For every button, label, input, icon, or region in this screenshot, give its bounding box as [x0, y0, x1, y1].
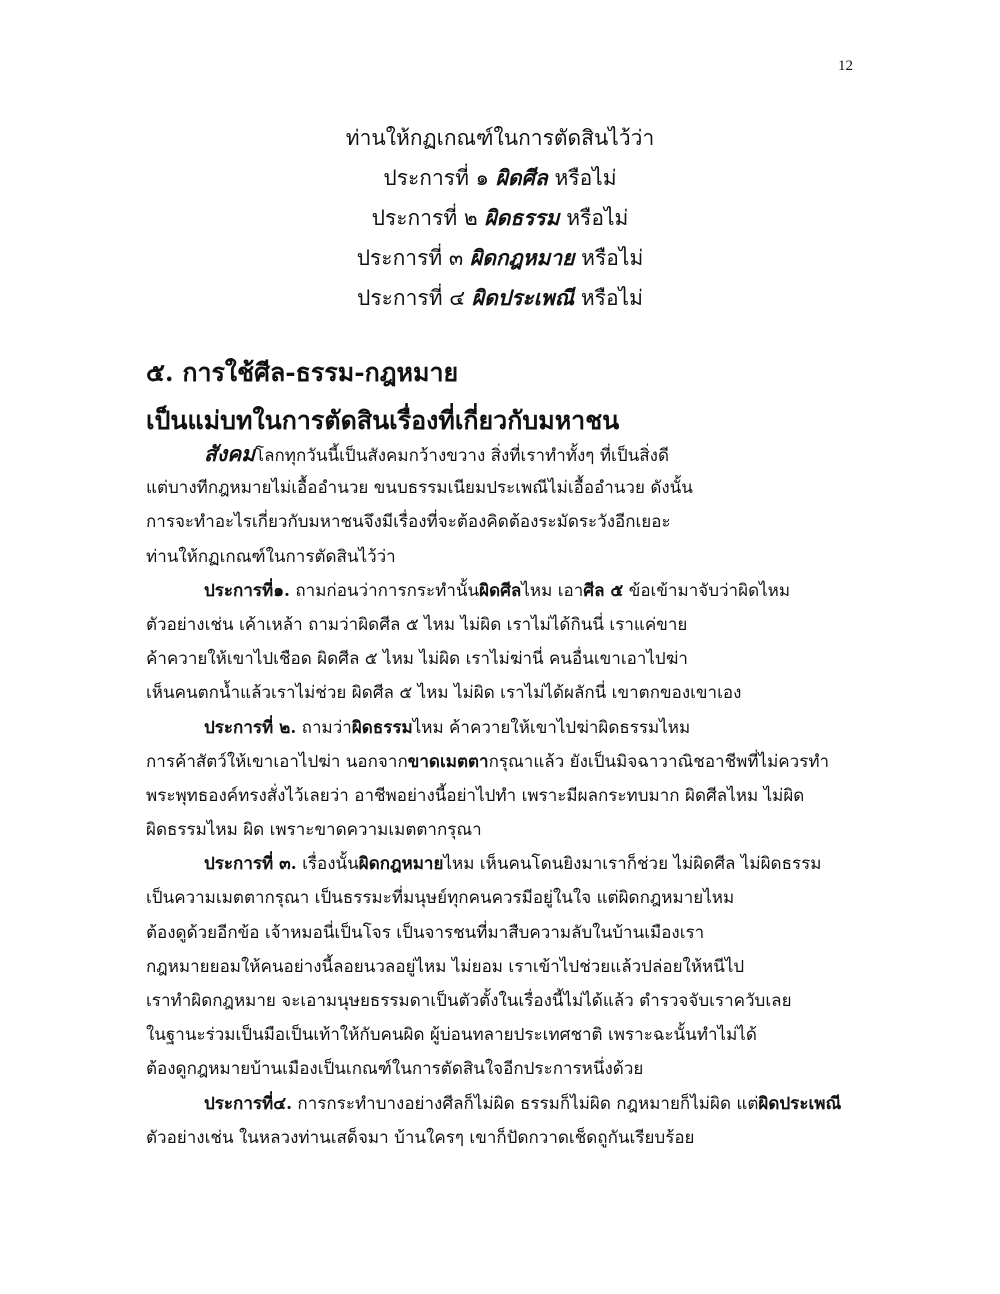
criteria-item-1	[0, 158, 1000, 198]
criteria-block	[0, 118, 1000, 318]
text-run: ไหม เอา	[521, 580, 584, 601]
criteria-intro: ท่านให้กฏเกณฑ์ในการตัดสินไว้ว่า	[345, 126, 655, 150]
criteria-suffix: หรือไม่	[574, 286, 643, 310]
text-run: การกระทำบางอย่างศีลก็ไม่ผิด ธรรมก็ไม่ผิด กฎหมายก็ไม่ผิด แต่	[292, 1093, 759, 1114]
point-label: ประการที่ ๒.	[204, 717, 297, 738]
criteria-suffix: หรือไม่	[547, 166, 617, 190]
text-run: ข้อเข้ามาจับว่าผิดไหม	[623, 580, 791, 601]
criteria-prefix: ประการที่ ๒	[371, 206, 485, 230]
section-heading	[146, 349, 619, 445]
criteria-emph: ผิดกฎหมาย	[469, 245, 575, 270]
criteria-suffix: หรือไม่	[574, 246, 644, 270]
criteria-prefix: ประการที่ ๔	[357, 286, 472, 310]
criteria-emph: ผิดศีล	[495, 165, 548, 190]
criteria-prefix: ประการที่ ๓	[356, 246, 470, 270]
paragraph-line	[146, 1087, 861, 1121]
criteria-prefix: ประการที่ ๑	[383, 166, 496, 190]
lead-word: สังคม	[204, 441, 255, 466]
paragraph-line: เราทำผิดกฎหมาย จะเอามนุษยธรรมดาเป็นตัวตั้งในเรื่องนี้ไม่ได้แล้ว ตำรวจจับเราควับเลย	[146, 991, 792, 1011]
paragraph-line: ค้าควายให้เขาไปเชือด ผิดศีล ๕ ไหม ไม่ผิด เราไม่ฆ่านี่ คนอื่นเขาเอาไปฆ่า	[146, 649, 688, 670]
text-run: ไหม ค้าควายให้เขาไปฆ่าผิดธรรมไหม	[412, 717, 691, 738]
bold-term: ศีล ๕	[583, 580, 624, 601]
point-label: ประการที่๑.	[204, 580, 290, 601]
paragraph-line: ผิดธรรมไหม ผิด เพราะขาดความเมตตากรุณา	[146, 820, 482, 841]
text-run: ไหม เห็นคนโดนยิงมาเราก็ช่วย ไม่ผิดศีล ไม่ผิดธรรม	[443, 854, 822, 875]
paragraph-line: ท่านให้กฏเกณฑ์ในการตัดสินไว้ว่า	[146, 546, 396, 567]
bold-term: ผิดศีล	[479, 580, 522, 601]
text-run: เรื่องนั้น	[296, 854, 359, 875]
point-label: ประการที่๔.	[204, 1093, 293, 1114]
paragraph-line: กฎหมายยอมให้คนอย่างนี้ลอยนวลอยู่ไหม ไม่ยอม เราเข้าไปช่วยแล้วปล่อยให้หนีไป	[146, 956, 745, 977]
paragraph-line: พระพุทธองค์ทรงสั่งไว้เลยว่า อาชีพอย่างนี้อย่าไปทำ เพราะมีผลกระทบมาก ผิดศีลไหม ไม่ผิด	[146, 785, 805, 806]
paragraph-line	[146, 847, 861, 881]
criteria-item-2	[0, 198, 1000, 238]
paragraph-line	[146, 574, 861, 608]
criteria-item-4	[0, 278, 1000, 318]
section-heading-line-2: เป็นแม่บทในการตัดสินเรื่องที่เกี่ยวกับมหาชน	[146, 406, 620, 435]
paragraph-line: ตัวอย่างเช่น เค้าเหล้า ถามว่าผิดศีล ๕ ไหม ไม่ผิด เราไม่ได้กินนี่ เราแค่ขาย	[146, 614, 688, 635]
paragraph-line	[146, 711, 861, 745]
point-label: ประการที่ ๓.	[204, 854, 297, 875]
body-text	[146, 437, 861, 1155]
page-number: 12	[838, 58, 853, 74]
bold-term: ผิดธรรม	[351, 717, 413, 738]
section-heading-line-1: ๕. การใช้ศีล-ธรรม-กฎหมาย	[146, 358, 459, 387]
paragraph-line: ต้องดูกฎหมายบ้านเมืองเป็นเกณฑ์ในการตัดสินใจอีกประการหนึ่งด้วย	[146, 1059, 644, 1080]
paragraph-line: การจะทำอะไรเกี่ยวกับมหาชนจึงมีเรื่องที่จะต้องคิดต้องระมัดระวังอีกเยอะ	[146, 512, 671, 533]
text-run: ถามว่า	[296, 717, 352, 738]
paragraph-line: แต่บางทีกฎหมายไม่เอื้ออำนวย ขนบธรรมเนียมประเพณีไม่เอื้ออำนวย ดังนั้น	[146, 478, 693, 499]
bold-term: ขาดเมตตา	[407, 751, 489, 772]
criteria-suffix: หรือไม่	[559, 206, 629, 230]
paragraph-line: ตัวอย่างเช่น ในหลวงท่านเสด็จมา บ้านใครๆ เขาก็ปัดกวาดเช็ดถูกันเรียบร้อย	[146, 1127, 695, 1148]
criteria-item-3	[0, 238, 1000, 278]
paragraph-line	[146, 437, 861, 471]
text-run: การค้าสัตว์ให้เขาเอาไปฆ่า นอกจาก	[146, 751, 408, 772]
criteria-emph: ผิดประเพณี	[471, 285, 575, 310]
bold-term: ผิดกฎหมาย	[358, 854, 444, 875]
paragraph-line	[146, 745, 861, 779]
paragraph-line: ในฐานะร่วมเป็นมือเป็นเท้าให้กับคนผิด ผู้บ่อนทลายประเทศชาติ เพราะฉะนั้นทำไม่ได้	[146, 1025, 757, 1046]
criteria-emph: ผิดธรรม	[484, 205, 560, 230]
text-run: กรุณาแล้ว ยังเป็นมิจฉาวาณิชอาชีพที่ไม่ควรทำ	[488, 751, 830, 772]
text-run: ถามก่อนว่าการกระทำนั้น	[289, 580, 480, 601]
paragraph-line: เป็นความเมตตากรุณา เป็นธรรมะที่มนุษย์ทุกคนควรมีอยู่ในใจ แต่ผิดกฎหมายไหม	[146, 888, 735, 909]
paragraph-line: ต้องดูด้วยอีกข้อ เจ้าหมอนี่เป็นโจร เป็นจารชนที่มาสืบความลับในบ้านเมืองเรา	[146, 922, 705, 943]
paragraph-line: เห็นคนตกน้ำแล้วเราไม่ช่วย ผิดศีล ๕ ไหม ไม่ผิด เราไม่ได้ผลักนี่ เขาตกของเขาเอง	[146, 683, 742, 704]
bold-term: ผิดประเพณี	[758, 1093, 842, 1114]
text-run: โลกทุกวันนี้เป็นสังคมกว้างขวาง สิ่งที่เราทำทั้งๆ ที่เป็นสิ่งดี	[254, 446, 669, 466]
